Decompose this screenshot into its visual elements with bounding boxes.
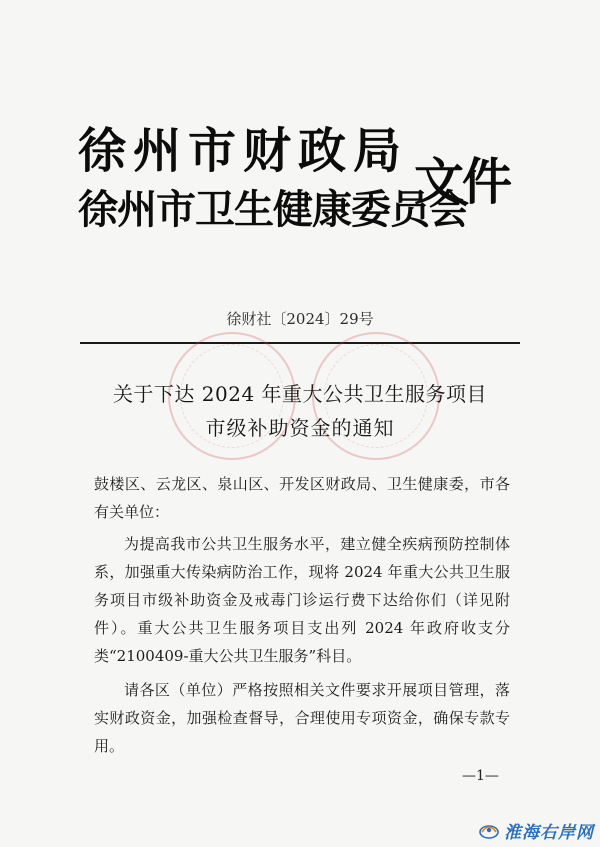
recipients-line: 鼓楼区、云龙区、泉山区、开发区财政局、卫生健康委，市各有关单位： bbox=[94, 475, 510, 521]
notice-title-line-2: 市级补助资金的通知 bbox=[205, 416, 395, 440]
body-paragraph-1: 为提高我市公共卫生服务水平，建立健全疾病预防控制体系，加强重大传染病防治工作，现将 2024 年重大公共卫生服务项目市级补助资金及戒毒门诊运行费下达给你们（详见附件）。重大公共卫生服务项目支出列 2024 年政府收支分类“2100409-重大公共卫生服务”科目。 bbox=[94, 535, 510, 665]
issuer-health-commission: 徐州市卫生健康委员会 bbox=[78, 186, 468, 233]
body-paragraph-2: 请各区（单位）严格按照相关文件要求开展项目管理，落实财政资金，加强检查督导，合理使用专项资金，确保专款专用。 bbox=[94, 681, 510, 755]
watermark-logo-icon bbox=[478, 820, 500, 840]
document-number: 徐财社〔2024〕29号 bbox=[226, 310, 374, 328]
page-number: —1— bbox=[462, 768, 499, 784]
document-type-label: 文件 bbox=[414, 152, 510, 211]
notice-title-line-1: 关于下达 2024 年重大公共卫生服务项目 bbox=[112, 382, 488, 406]
site-watermark bbox=[478, 818, 594, 842]
watermark-text: 淮海右岸网 bbox=[504, 822, 594, 843]
issuer-finance-bureau: 徐州市财政局 bbox=[78, 123, 409, 179]
header-divider bbox=[80, 342, 520, 344]
